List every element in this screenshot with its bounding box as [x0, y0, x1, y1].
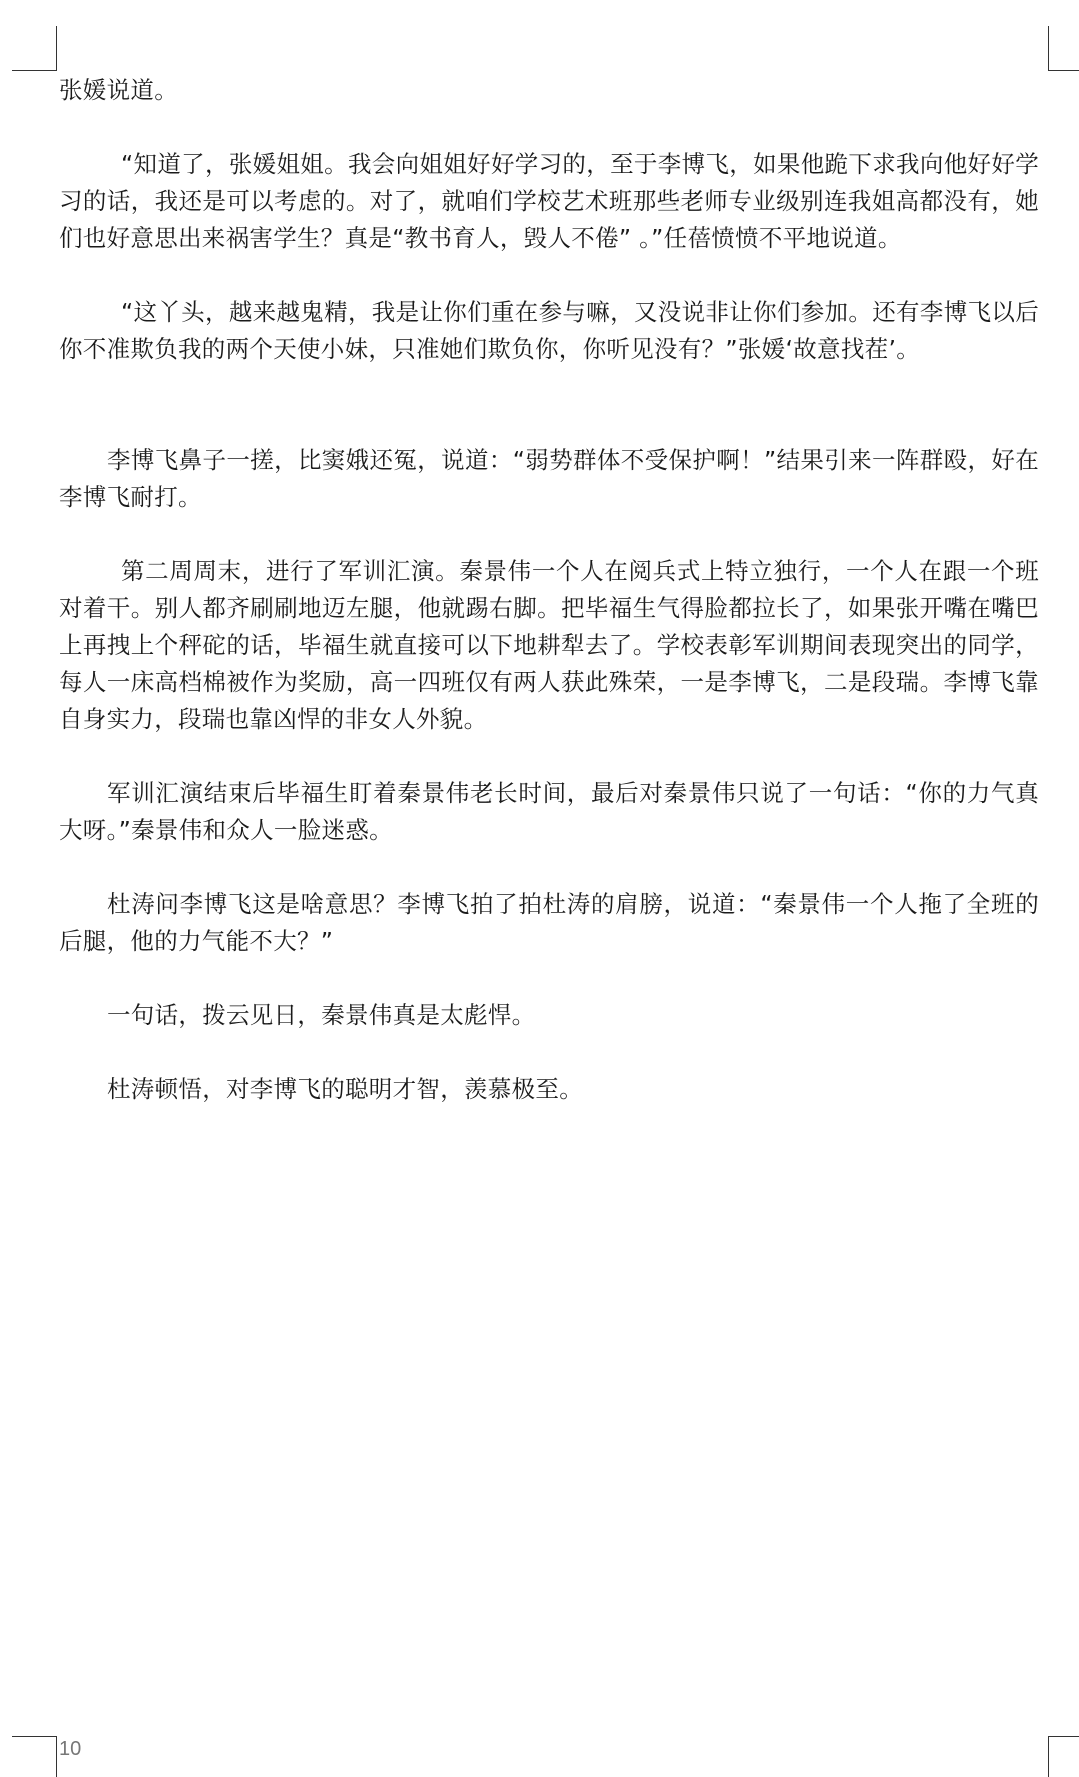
crop-mark-bottom-left-horizontal — [12, 1736, 57, 1737]
crop-mark-top-right-vertical — [1048, 26, 1049, 70]
paragraph-5: 第二周周末，进行了军训汇演。秦景伟一个人在阅兵式上特立独行，一个人在跟一个班对着干。别人都齐刷刷地迈左腿，他就踢右脚。把毕福生气得脸都拉长了，如果张开嘴在嘴巴上再拽上个秤砣的话，毕福生就直接可以下地耕犁去了。学校表彰军训期间表现突出的同学，每人一床高档棉被作为奖励，高一四班仅有两人获此殊荣，一是李博飞，二是段瑞。李博飞靠自身实力，段瑞也靠凶悍的非女人外貌。 — [59, 557, 1039, 733]
crop-mark-bottom-left-vertical — [56, 1736, 57, 1777]
paragraph-7: 杜涛问李博飞这是啥意思？李博飞拍了拍杜涛的肩膀，说道：“秦景伟一个人拖了全班的后腿，他的力气能不大？” — [59, 890, 1039, 955]
crop-mark-bottom-right-vertical — [1048, 1736, 1049, 1777]
paragraph-3: “这丫头，越来越鬼精，我是让你们重在参与嘛，又没说非让你们参加。还有李博飞以后你不准欺负我的两个天使小妹，只准她们欺负你，你听见没有？”张媛‘故意找茬’。 — [59, 298, 1039, 363]
paragraph-4: 李博飞鼻子一搓，比窦娥还冤，说道：“弱势群体不受保护啊！”结果引来一阵群殴，好在李博飞耐打。 — [59, 446, 1039, 511]
paragraph-1: 张媛说道。 — [59, 76, 178, 104]
paragraph-9: 杜涛顿悟，对李博飞的聪明才智，羡慕极至。 — [107, 1075, 583, 1103]
page-body — [59, 72, 1039, 1145]
paragraph-6: 军训汇演结束后毕福生盯着秦景伟老长时间，最后对秦景伟只说了一句话：“你的力气真大呀。”秦景伟和众人一脸迷惑。 — [59, 779, 1039, 844]
paragraph-2: “知道了，张媛姐姐。我会向姐姐好好学习的，至于李博飞，如果他跪下求我向他好好学习的话，我还是可以考虑的。对了，就咱们学校艺术班那些老师专业级别连我姐高都没有，她们也好意思出来祸害学生？真是“教书育人，毁人不倦” 。”任蓓愤愤不平地说道。 — [59, 150, 1039, 252]
paragraph-8: 一句话，拨云见日，秦景伟真是太彪悍。 — [107, 1001, 536, 1029]
page-number: 10 — [59, 1738, 82, 1760]
crop-mark-top-left-vertical — [56, 26, 57, 70]
crop-mark-top-right-horizontal — [1048, 70, 1079, 71]
crop-mark-bottom-right-horizontal — [1048, 1736, 1079, 1737]
crop-mark-top-left-horizontal — [12, 70, 57, 71]
